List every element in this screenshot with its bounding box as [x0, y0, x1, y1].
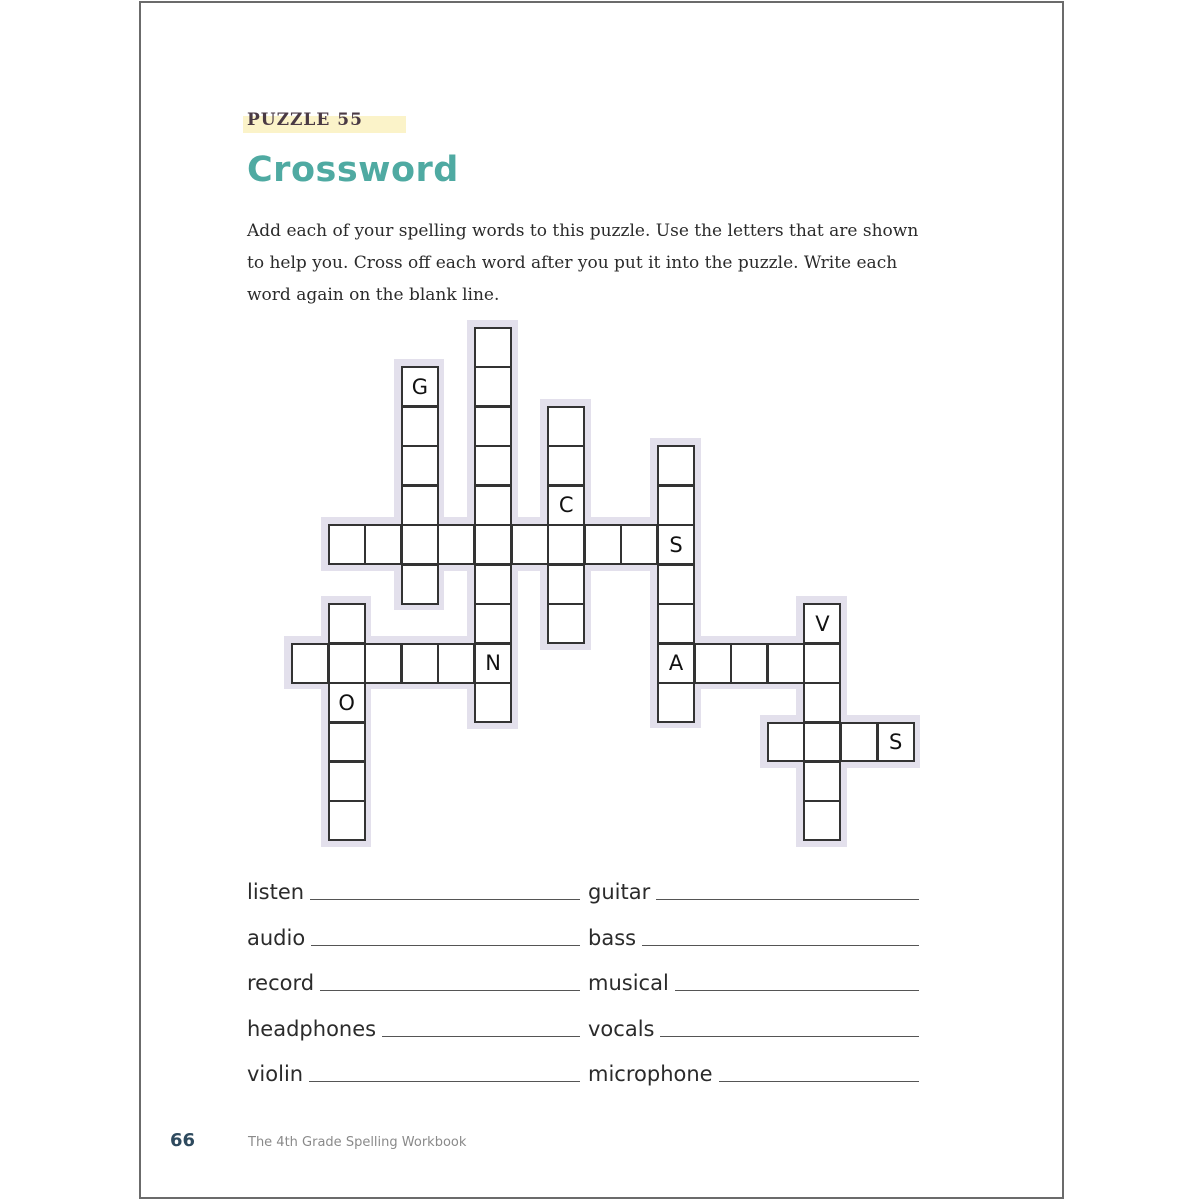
spelling-word-item	[247, 926, 580, 950]
spelling-word-item	[588, 926, 919, 950]
spelling-word-item	[588, 880, 919, 904]
spelling-word: record	[247, 971, 315, 995]
spelling-word: musical	[588, 971, 669, 995]
answer-blank-line[interactable]	[311, 945, 580, 946]
crossword-cell[interactable]	[401, 643, 439, 684]
word-row	[247, 1062, 919, 1108]
page-title: Crossword	[247, 150, 459, 190]
word-list	[247, 880, 919, 1108]
crossword-cell[interactable]	[474, 406, 512, 447]
crossword-cell[interactable]	[328, 643, 366, 684]
crossword-cell[interactable]	[547, 603, 585, 644]
crossword-cell[interactable]	[547, 406, 585, 447]
crossword-cell[interactable]	[328, 800, 366, 841]
crossword-cell-given[interactable]: O	[328, 682, 366, 723]
crossword-cell[interactable]	[401, 445, 439, 486]
spelling-word: listen	[247, 880, 305, 904]
word-row	[247, 971, 919, 1017]
spelling-word: headphones	[247, 1016, 377, 1041]
crossword-cell[interactable]	[437, 524, 475, 565]
crossword-cell[interactable]	[474, 445, 512, 486]
instructions: Add each of your spelling words to this puzzle. Use the letters that are shown to help you. Cross off each word after you put it into the puzzle. Write each word again on the blank line.	[247, 221, 919, 305]
crossword-cell[interactable]	[657, 485, 695, 526]
word-row	[247, 1017, 919, 1063]
crossword-cell[interactable]	[401, 485, 439, 526]
crossword-cell[interactable]	[694, 643, 732, 684]
crossword-cell[interactable]	[657, 682, 695, 723]
spelling-word-item	[588, 1017, 919, 1041]
crossword-cell[interactable]	[803, 800, 841, 841]
answer-blank-line[interactable]	[719, 1081, 919, 1082]
crossword-cell[interactable]	[364, 524, 402, 565]
crossword-cell[interactable]	[547, 524, 585, 565]
crossword-cell[interactable]	[803, 722, 841, 763]
crossword-cell[interactable]	[328, 761, 366, 802]
spelling-word-item	[588, 971, 919, 995]
book-title: The 4th Grade Spelling Workbook	[248, 1135, 467, 1150]
crossword-cell[interactable]	[767, 722, 805, 763]
answer-blank-line[interactable]	[656, 899, 919, 900]
spelling-word: microphone	[588, 1062, 713, 1086]
crossword-cell[interactable]	[474, 366, 512, 407]
crossword-cell[interactable]	[584, 524, 622, 565]
crossword-cell[interactable]	[291, 643, 329, 684]
answer-blank-line[interactable]	[309, 1081, 580, 1082]
crossword-cell[interactable]	[657, 445, 695, 486]
crossword-cell[interactable]	[328, 603, 366, 644]
crossword-cell-given[interactable]: V	[803, 603, 841, 644]
puzzle-label: PUZZLE 55	[247, 110, 363, 130]
spelling-word: violin	[247, 1062, 304, 1086]
crossword-cell-given[interactable]: S	[877, 722, 915, 763]
crossword-cell-given[interactable]: A	[657, 643, 695, 684]
crossword-cell[interactable]	[364, 643, 402, 684]
crossword-cell-given[interactable]: N	[474, 643, 512, 684]
answer-blank-line[interactable]	[675, 990, 919, 991]
crossword-cell[interactable]	[547, 445, 585, 486]
spelling-word-item	[247, 880, 580, 904]
spelling-word: vocals	[588, 1016, 655, 1041]
crossword-cell[interactable]	[803, 643, 841, 684]
crossword-cell[interactable]	[511, 524, 549, 565]
crossword-cell[interactable]	[328, 524, 366, 565]
spelling-word: guitar	[588, 880, 651, 904]
crossword-cell[interactable]	[474, 564, 512, 605]
crossword-cell[interactable]	[328, 722, 366, 763]
word-row	[247, 880, 919, 926]
answer-blank-line[interactable]	[320, 990, 580, 991]
answer-blank-line[interactable]	[310, 899, 580, 900]
crossword-cell-given[interactable]: S	[657, 524, 695, 565]
word-row	[247, 926, 919, 972]
page-number: 66	[170, 1130, 196, 1151]
answer-blank-line[interactable]	[382, 1036, 580, 1037]
crossword-cell[interactable]	[803, 761, 841, 802]
spelling-word-item	[247, 1017, 580, 1041]
crossword-cell[interactable]	[437, 643, 475, 684]
spelling-word: bass	[588, 925, 637, 950]
crossword-cell[interactable]	[657, 564, 695, 605]
crossword-cell-given[interactable]: G	[401, 366, 439, 407]
crossword-cell[interactable]	[547, 564, 585, 605]
crossword-cell-given[interactable]: C	[547, 485, 585, 526]
crossword-cell[interactable]	[767, 643, 805, 684]
spelling-word: audio	[247, 925, 306, 950]
crossword-cell[interactable]	[840, 722, 878, 763]
crossword-cell[interactable]	[401, 564, 439, 605]
spelling-word-item	[588, 1062, 919, 1086]
answer-blank-line[interactable]	[642, 945, 919, 946]
crossword-cell[interactable]	[474, 682, 512, 723]
crossword-cell[interactable]	[474, 603, 512, 644]
spelling-word-item	[247, 1062, 580, 1086]
answer-blank-line[interactable]	[660, 1036, 919, 1037]
crossword-cell[interactable]	[401, 524, 439, 565]
crossword-cell[interactable]	[620, 524, 658, 565]
spelling-word-item	[247, 971, 580, 995]
crossword-cell[interactable]	[803, 682, 841, 723]
crossword-cell[interactable]	[730, 643, 768, 684]
crossword-cell[interactable]	[474, 327, 512, 368]
crossword-cell[interactable]	[474, 485, 512, 526]
crossword-cell[interactable]	[474, 524, 512, 565]
crossword-cell[interactable]	[657, 603, 695, 644]
crossword-cell[interactable]	[401, 406, 439, 447]
